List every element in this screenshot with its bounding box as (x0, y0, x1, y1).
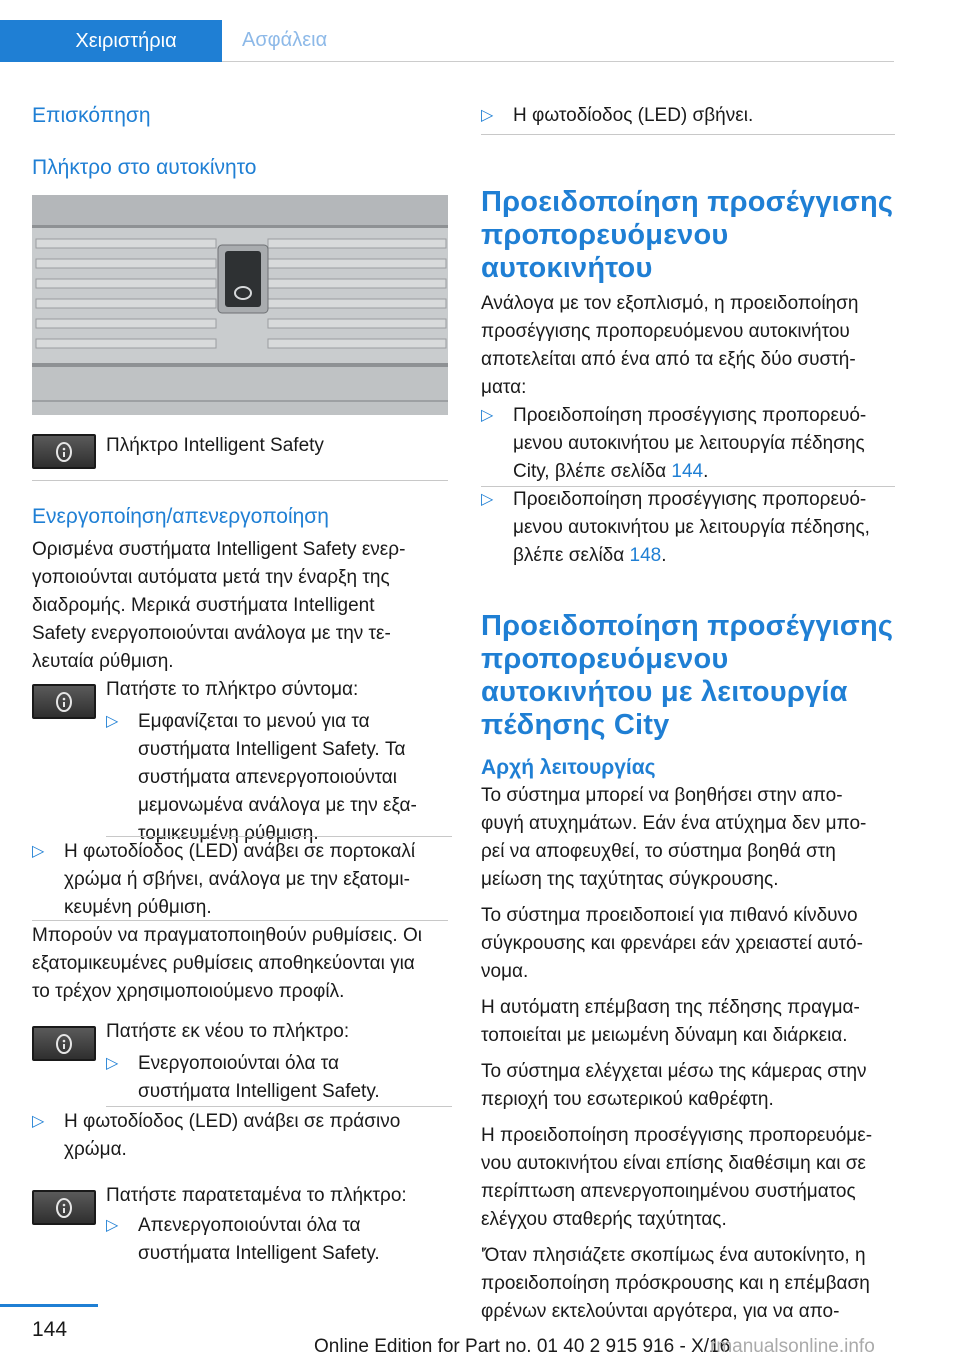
paragraph (481, 994, 905, 1050)
text-line: Η προειδοποίηση προσέγγισης προπορευόμε‐ (481, 1125, 873, 1146)
text-line: χρώμα ή σβήνει, ανάλογα με την εξατομι‐ (64, 869, 410, 890)
text-line: Εμφανίζεται το μενού για τα (138, 711, 370, 732)
paragraph (481, 1122, 905, 1234)
text-line: Η φωτοδίοδος (LED) ανάβει σε πορτοκαλί (64, 841, 416, 862)
tab-safety[interactable]: Ασφάλεια (222, 20, 894, 62)
triangle-bullet-icon: ▷ (106, 1055, 119, 1072)
text-line: συστήματα Intelligent Safety. Τα (138, 739, 406, 760)
page-link-148[interactable]: 148 (629, 545, 662, 566)
heading-city-braking (481, 610, 901, 742)
heading-line: πέδησης City (481, 709, 670, 741)
triangle-bullet-icon: ▷ (32, 1113, 45, 1130)
text-line: Το σύστημα ελέγχεται μέσω της κάμερας στην (481, 1061, 867, 1082)
text-line: περιοχή του εσωτερικού καθρέφτη. (481, 1089, 774, 1110)
heading-line: Προειδοποίηση προσέγγισης (481, 610, 894, 642)
text-line: γοποιούνται αυτόματα μετά την έναρξη της (32, 567, 390, 588)
text-line: μενου αυτοκινήτου με λειτουργία πέδησης (513, 433, 865, 454)
text-line: ελέγχου σταθερής ταχύτητας. (481, 1209, 727, 1230)
console-button-photo (32, 195, 448, 415)
press-short-label: Πατήστε το πλήκτρο σύντομα: (106, 679, 359, 700)
text-line: φυγή ατυχημάτων. Εάν ένα ατύχημα δεν μπο‐ (481, 813, 867, 834)
bullet-all-off (106, 1212, 452, 1268)
divider (32, 920, 448, 921)
text-line: ματα: (481, 377, 527, 398)
header-tabs (0, 0, 894, 62)
press-long-label: Πατήστε παρατεταμένα το πλήκτρο: (106, 1185, 407, 1206)
text-line: Προειδοποίηση προσέγγισης προπορευό‐ (513, 489, 867, 510)
text-line: μείωση της ταχύτητας σύγκρουσης. (481, 869, 779, 890)
text-line: νου αυτοκινήτου είναι επίσης διαθέσιμη και σε (481, 1153, 866, 1174)
triangle-bullet-icon: ▷ (481, 407, 494, 424)
text-line: τοποιείται με μειωμένη δύναμη και διάρκεια. (481, 1025, 848, 1046)
text-line: τομικευμένη ρύθμιση. (138, 823, 319, 844)
text-line: Μπορούν να πραγματοποιηθούν ρυθμίσεις. Οι (32, 925, 422, 946)
bullet-all-on (106, 1050, 452, 1106)
text-line: μεμονωμένα ανάλογα με την εξα‐ (138, 795, 417, 816)
text-line: νομα. (481, 961, 529, 982)
triangle-bullet-icon: ▷ (32, 843, 45, 860)
bullet-city-system (481, 402, 895, 486)
paragraph (481, 1058, 905, 1114)
text-line: διαδρομής. Μερικά συστήματα Intelligent (32, 595, 375, 616)
text-line: αποτελείται από ένα από τα εξής δύο συστή‐ (481, 349, 856, 370)
heading-line: αυτοκινήτου (481, 252, 653, 284)
press-again-label: Πατήστε εκ νέου το πλήκτρο: (106, 1021, 350, 1042)
text-line: Προειδοποίηση προσέγγισης προπορευό‐ (513, 405, 867, 426)
text-line: περίπτωση απενεργοποιημένου συστήματος (481, 1181, 856, 1202)
text-line: Safety ενεργοποιούνται ανάλογα με την τε‐ (32, 623, 391, 644)
heading-line: προπορευόμενου (481, 219, 729, 251)
activation-heading: Ενεργοποίηση/απενεργοποίηση (32, 505, 329, 528)
tab-controls[interactable]: Χειριστήρια (0, 20, 222, 62)
text-line: φρένων εκτελούνται αργότερα, για να απο‐ (481, 1301, 840, 1322)
heading-line: Προειδοποίηση προσέγγισης (481, 186, 894, 218)
text-line: το τρέχον χρησιμοποιούμενο προφίλ. (32, 981, 345, 1002)
triangle-bullet-icon: ▷ (106, 713, 119, 730)
text-line: Ανάλογα με τον εξοπλισμό, η προειδοποίηση (481, 293, 859, 314)
triangle-bullet-icon: ▷ (481, 491, 494, 508)
intro-paragraph (32, 536, 452, 676)
divider (32, 480, 448, 481)
text-line: προσέγγισης προπορευόμενου αυτοκινήτου (481, 321, 850, 342)
divider (481, 134, 895, 135)
principle-heading: Αρχή λειτουργίας (481, 756, 656, 779)
text-line: συστήματα Intelligent Safety. (138, 1243, 380, 1264)
page-link-144[interactable]: 144 (671, 461, 704, 482)
text-line: ρεί να αποφευχθεί, το σύστημα βοηθά στη (481, 841, 836, 862)
intelligent-safety-key-icon (32, 1026, 96, 1061)
text-line: χρώμα. (64, 1139, 127, 1160)
intelligent-safety-key-icon (32, 1190, 96, 1225)
settings-paragraph (32, 922, 458, 1006)
console-photo-graphic (32, 195, 448, 415)
text-span: βλέπε σελίδα (513, 545, 630, 566)
text-line: κευμένη ρύθμιση. (64, 897, 212, 918)
intelligent-safety-key-icon (32, 434, 96, 469)
bullet-menu (106, 708, 452, 848)
text-line: συστήματα Intelligent Safety. (138, 1081, 380, 1102)
text-line: Η φωτοδίοδος (LED) σβήνει. (513, 105, 754, 126)
text-line: 'Όταν πλησιάζετε σκοπίμως ένα αυτοκίνητο, η (481, 1245, 866, 1266)
text-line: Απενεργοποιούνται όλα τα (138, 1215, 361, 1236)
triangle-bullet-icon: ▷ (106, 1217, 119, 1234)
text-line: εξατομικευμένες ρυθμίσεις αποθηκεύονται για (32, 953, 415, 974)
triangle-bullet-icon: ▷ (481, 107, 494, 124)
bullet-brake-system (481, 486, 895, 570)
divider (106, 1106, 452, 1107)
bullet-led-orange (32, 838, 452, 922)
footer-accent-line (0, 1304, 98, 1307)
text-line: City, βλέπε σελίδα 144. (513, 461, 709, 482)
watermark: rmanualsonline.info (710, 1336, 875, 1357)
subsection-title: Πλήκτρο στο αυτοκίνητο (32, 156, 257, 179)
text-line: Το σύστημα μπορεί να βοηθήσει στην απο‐ (481, 785, 843, 806)
paragraph (481, 1242, 905, 1326)
paragraph (481, 782, 905, 894)
text-line: Η αυτόματη επέμβαση της πέδησης πραγμα‐ (481, 997, 860, 1018)
bullet-led-green (32, 1108, 452, 1164)
text-line: λευταία ρύθμιση. (32, 651, 174, 672)
text-line: Το σύστημα προειδοποιεί για πιθανό κίνδυνο (481, 905, 858, 926)
text-line: προειδοποίηση πρόσκρουσης και η επέμβαση (481, 1273, 870, 1294)
text-line: μενου αυτοκινήτου με λειτουργία πέδησης, (513, 517, 870, 538)
bullet-led-off (481, 102, 895, 130)
heading-approach-warning (481, 186, 901, 285)
text-line: συστήματα απενεργοποιούνται (138, 767, 398, 788)
text-line: σύγκρουσης και φρενάρει εάν χρειαστεί αυτό‐ (481, 933, 863, 954)
page-number: 144 (32, 1318, 68, 1341)
text-line: Ενεργοποιούνται όλα τα (138, 1053, 339, 1074)
text-line: βλέπε σελίδα 148. (513, 545, 667, 566)
heading-line: αυτοκινήτου με λειτουργία (481, 676, 848, 708)
text-line: Η φωτοδίοδος (LED) ανάβει σε πράσινο (64, 1111, 401, 1132)
equipment-paragraph (481, 290, 901, 402)
section-title: Επισκόπηση (32, 104, 151, 127)
paragraph (481, 902, 905, 986)
edition-text: Online Edition for Part no. 01 40 2 915 916 - X/16 (314, 1336, 731, 1357)
key-caption: Πλήκτρο Intelligent Safety (106, 435, 324, 456)
text-line: Ορισμένα συστήματα Intelligent Safety ενερ‐ (32, 539, 406, 560)
intelligent-safety-key-icon (32, 684, 96, 719)
heading-line: προπορευόμενου (481, 643, 729, 675)
text-span: City, βλέπε σελίδα (513, 461, 672, 482)
divider (106, 836, 452, 837)
principle-text (481, 782, 905, 1326)
